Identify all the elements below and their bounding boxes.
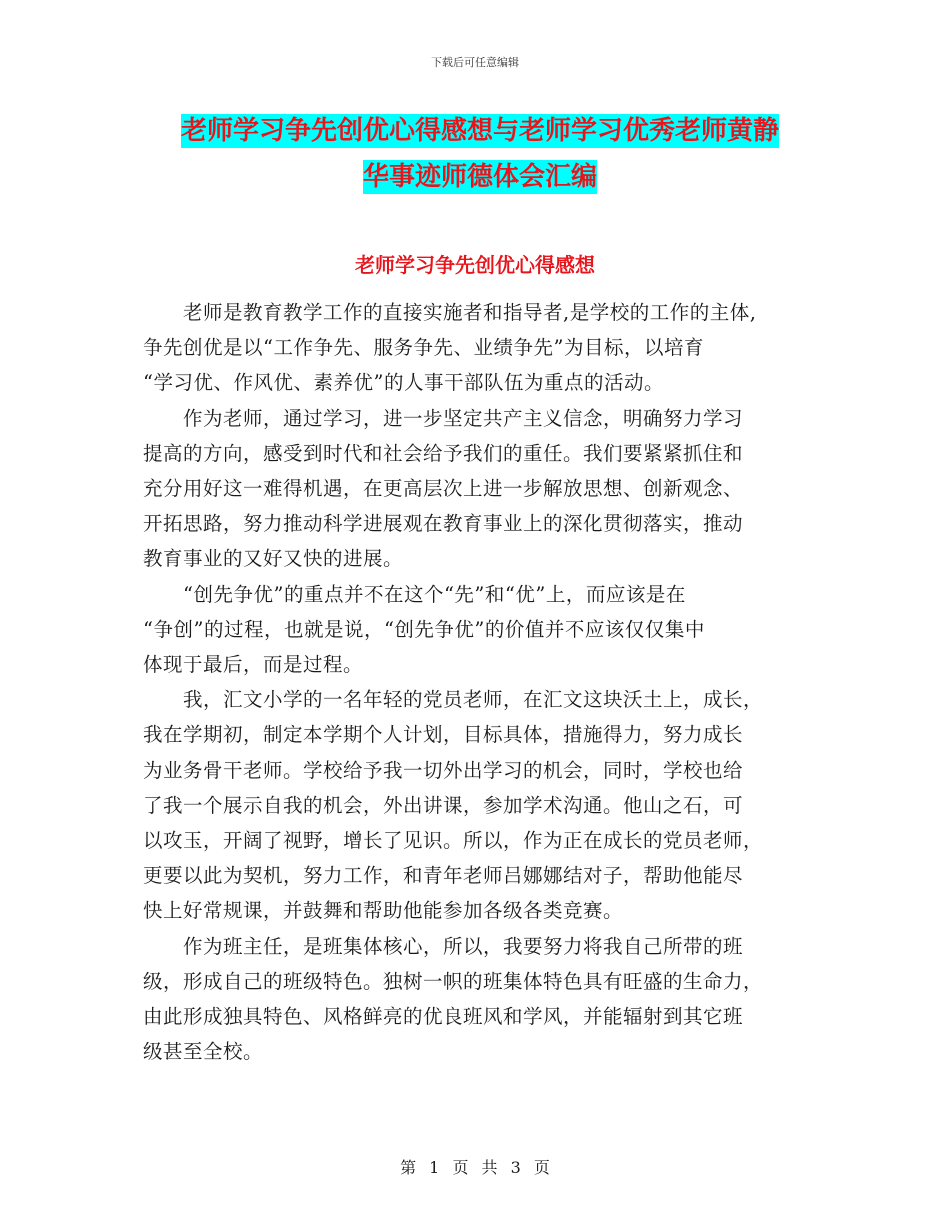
paragraph-line: “学习优、作风优、素养优”的人事干部队伍为重点的活动。 [143, 371, 664, 395]
paragraph-line: 快上好常规课，并鼓舞和帮助他能参加各级各类竞赛。 [143, 899, 624, 923]
paragraph-line: 为业务骨干老师。学校给予我一切外出学习的机会，同时，学校也给 [143, 758, 744, 782]
document-title [150, 108, 810, 200]
paragraph-line: 由此形成独具特色、风格鲜亮的优良班风和学风，并能辐射到其它班 [143, 1005, 744, 1029]
paragraph-line: 充分用好这一难得机遇，在更高层次上进一步解放思想、创新观念、 [143, 477, 744, 501]
paragraph-line: 老师是教育教学工作的直接实施者和指导者,是学校的工作的主体, [183, 301, 757, 324]
paragraph-line: 了我一个展示自我的机会，外出讲课，参加学术沟通。他山之石，可 [143, 793, 744, 817]
paragraph-line: 争先创优是以“工作争先、服务争先、业绩争先”为目标，以培育 [143, 336, 704, 360]
paragraph-line: 以攻玉，开阔了视野，增长了见识。所以，作为正在成长的党员老师， [143, 829, 764, 853]
paragraph-line: 级，形成自己的班级特色。独树一帜的班集体特色具有旺盛的生命力， [143, 969, 764, 993]
document-title-line-2: 华事迹师德体会汇编 [362, 162, 597, 192]
paragraph-line: 级甚至全校。 [143, 1040, 264, 1064]
header-note: 下载后可任意编辑 [431, 56, 519, 69]
body-text [143, 295, 823, 1069]
paragraph-line: “争创”的过程，也就是说，“创先争优”的价值并不应该仅仅集中 [143, 617, 705, 641]
paragraph-line: 提高的方向，感受到时代和社会给予我们的重任。我们要紧紧抓住和 [143, 441, 744, 465]
paragraph-2 [143, 401, 823, 577]
paragraph-line: 体现于最后，而是过程。 [143, 653, 364, 677]
paragraph-line: 作为老师，通过学习，进一步坚定共产主义信念，明确努力学习 [183, 406, 744, 430]
paragraph-line: 教育事业的又好又快的进展。 [143, 547, 404, 571]
paragraph-line: 我在学期初，制定本学期个人计划，目标具体，措施得力，努力成长 [143, 723, 744, 747]
paragraph-3 [143, 577, 823, 683]
paragraph-1 [143, 295, 823, 401]
paragraph-line: 更要以此为契机，努力工作，和青年老师吕娜娜结对子，帮助他能尽 [143, 864, 744, 888]
page-number: 第 1 页 共 3 页 [400, 1158, 550, 1177]
document-title-line-1: 老师学习争先创优心得感想与老师学习优秀老师黄静 [180, 116, 779, 146]
paragraph-line: 开拓思路，努力推动科学进展观在教育事业上的深化贯彻落实，推动 [143, 512, 744, 536]
paragraph-line: 作为班主任，是班集体核心，所以，我要努力将我自己所带的班 [183, 934, 744, 958]
section-title: 老师学习争先创优心得感想 [355, 253, 595, 277]
paragraph-line: 我，汇文小学的一名年轻的党员老师，在汇文这块沃土上，成长， [183, 688, 764, 712]
paragraph-5 [143, 929, 823, 1070]
paragraph-line: “创先争优”的重点并不在这个“先”和“优”上，而应该是在 [183, 582, 686, 606]
paragraph-4 [143, 682, 823, 928]
